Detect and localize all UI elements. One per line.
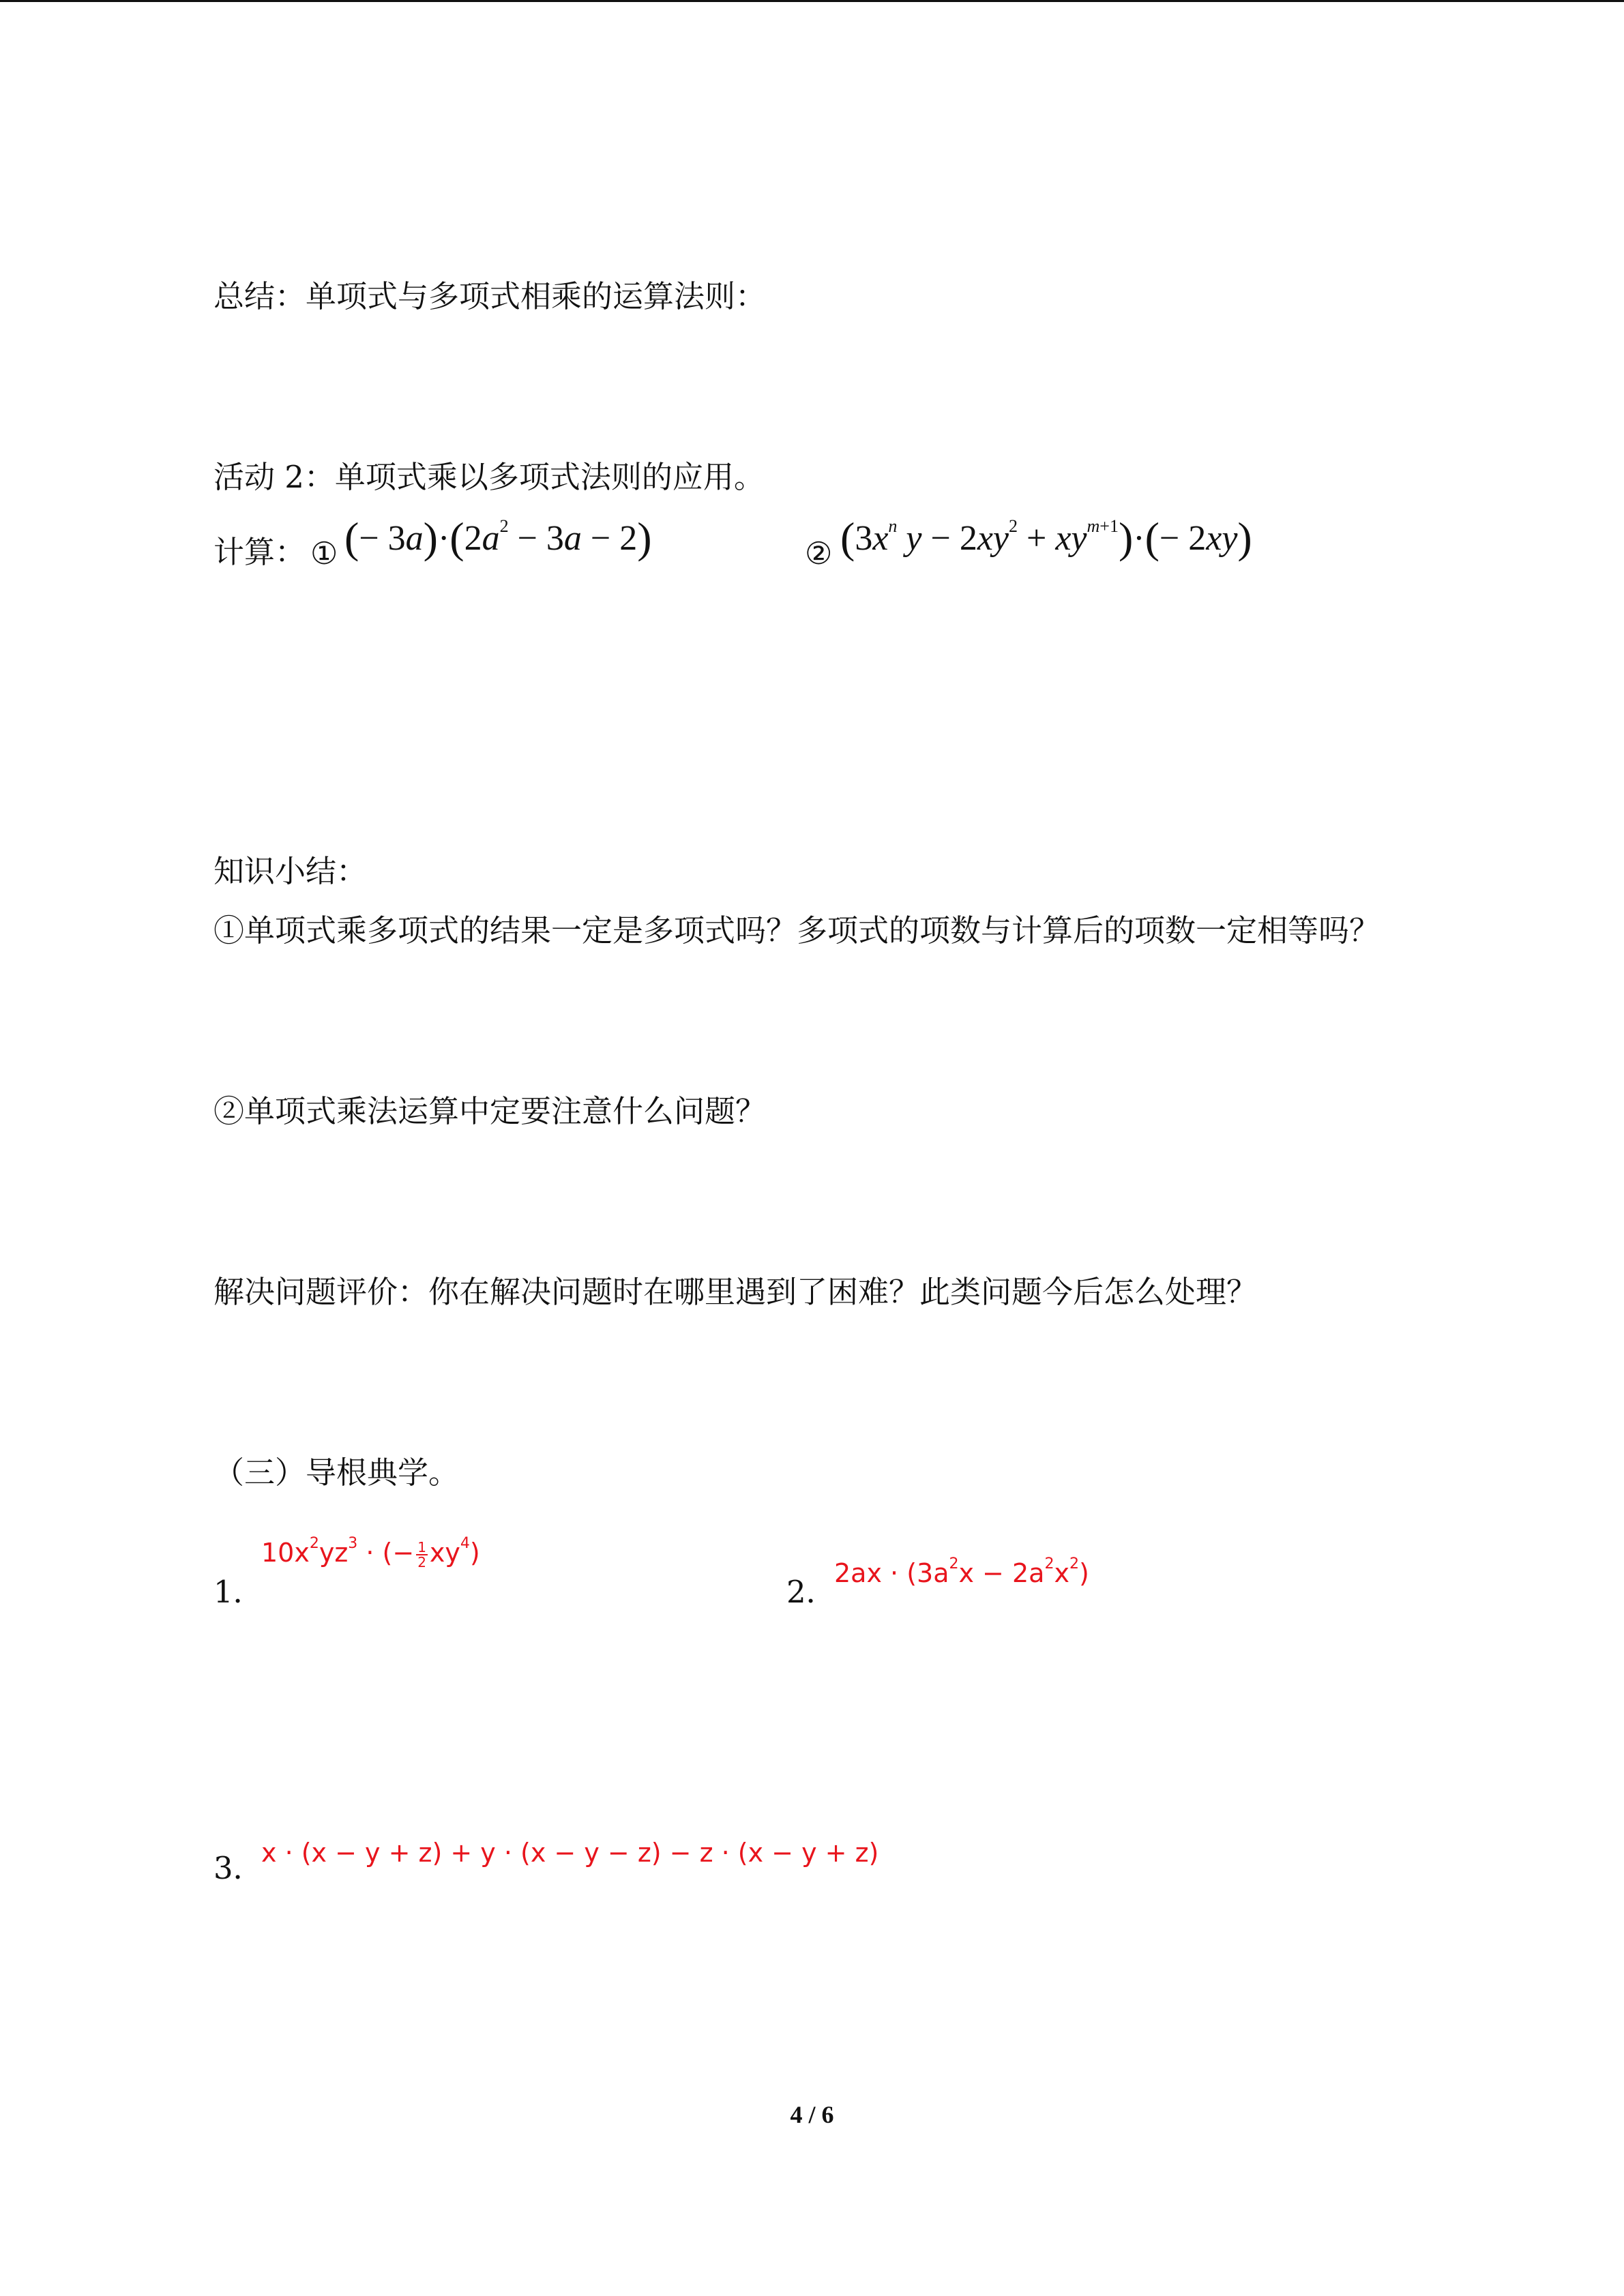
exercise-3-expression: x · (x − y + z) + y · (x − y − z) − z · (x − y + z) bbox=[261, 1838, 879, 1868]
exercise-3-label: 3． bbox=[213, 1850, 264, 1886]
calc-label: 计算： bbox=[213, 534, 306, 570]
exercise-1-label: 1． bbox=[213, 1574, 264, 1610]
problem1-marker: ① bbox=[310, 535, 338, 571]
knowledge-question-2: ②单项式乘法运算中定要注意什么问题？ bbox=[213, 1093, 767, 1129]
activity2-title: 活动 2：单项式乘以多项式法则的应用。 bbox=[213, 459, 765, 495]
evaluation-text: 解决问题评价：你在解决问题时在哪里遇到了困难？此类问题今后怎么处理？ bbox=[213, 1274, 1258, 1310]
exercise-2-expression: $2ax \cdot (3a^2x - 2a^2x^2)$ bbox=[834, 1555, 1089, 1588]
problem1-expression: (− $3a)\cdot(2a^2 - 3a - 2)$ bbox=[344, 513, 652, 562]
section3-title: （三）导根典学。 bbox=[213, 1455, 460, 1491]
summary-rule-text: 总结：单项式与多项式相乘的运算法则： bbox=[213, 278, 767, 314]
problem2-marker: ② bbox=[805, 535, 833, 571]
knowledge-question-1: ①单项式乘多项式的结果一定是多项式吗？多项式的项数与计算后的项数一定相等吗？ bbox=[213, 912, 1381, 949]
exercise-2-label: 2． bbox=[786, 1574, 837, 1610]
top-border bbox=[0, 0, 1624, 2]
exercise-1-expression: $10x^2yz^3$ · (− $\frac{1}{2}$ $xy^4$) bbox=[261, 1535, 480, 1570]
page-number: 4 / 6 bbox=[790, 2101, 834, 2128]
knowledge-summary-title: 知识小结： bbox=[213, 853, 368, 889]
problem2-expression: ($3x^n$ $y - 2xy^2 + xy^{m+1})\cdot(- 2xy)$ bbox=[840, 513, 1252, 562]
